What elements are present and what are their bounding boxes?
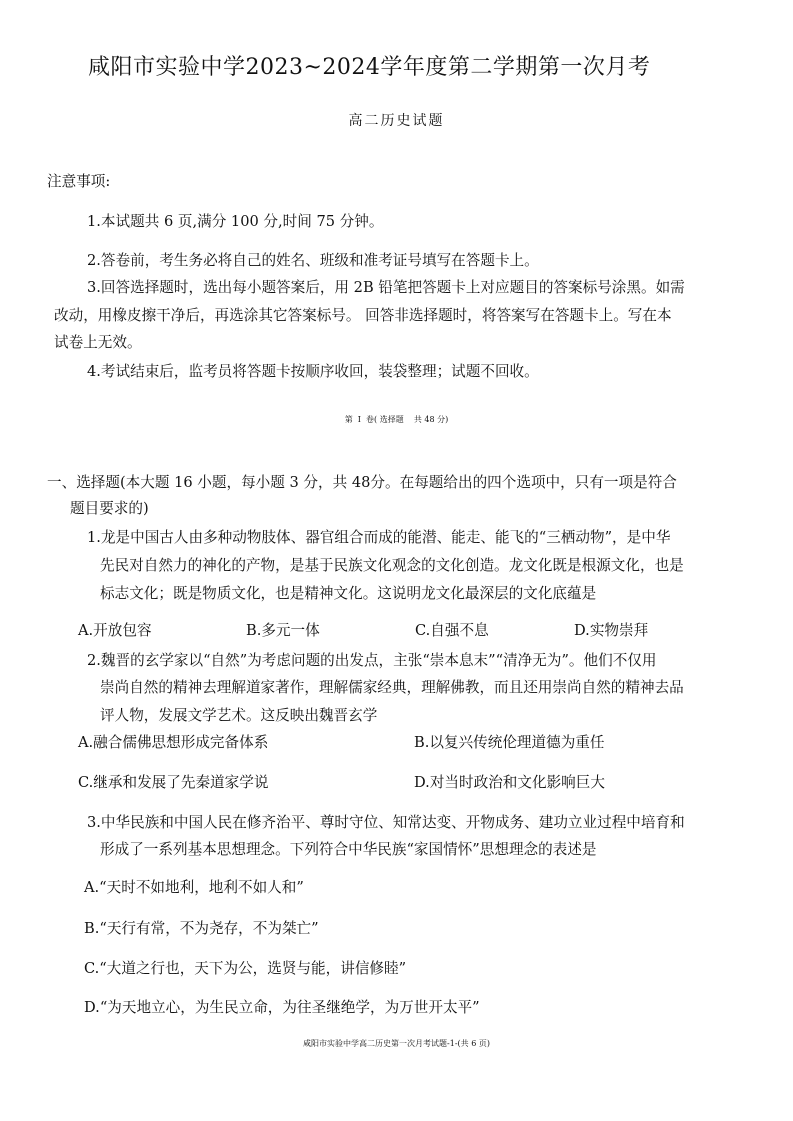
q2-stem-line-1: 2.魏晋的玄学家以“自然”为考虑问题的出发点，主张“崇本息末”“清净无为”。他们不仅用: [87, 652, 657, 669]
note-item-2: 2.答卷前，考生务必将自己的姓名、班级和准考证号填写在答题卡上。: [87, 252, 539, 269]
q1-option-b: B.多元一体: [246, 622, 320, 639]
note-item-4: 4.考试结束后，监考员将答题卡按顺序收回，装袋整理；试题不回收。: [87, 363, 539, 380]
q3-option-a: A.“天时不如地利，地利不如人和”: [84, 879, 304, 896]
note-item-3-line-2: 改动，用橡皮擦干净后，再选涂其它答案标号。 回答非选择题时，将答案写在答题卡上。写在本: [54, 307, 672, 324]
q1-stem-line-1: 1.龙是中国古人由多种动物肢体、器官组合而成的能潜、能走、能飞的“三栖动物”，是中华: [87, 529, 671, 546]
notes-label: 注意事项:: [47, 173, 111, 190]
q2-stem-line-2: 崇尚自然的精神去理解道家著作，理解儒家经典，理解佛教，而且还用崇尚自然的精神去品: [100, 679, 684, 696]
q3-option-b: B.“天行有常，不为尧存，不为桀亡”: [84, 920, 319, 937]
q1-option-a: A.开放包容: [78, 622, 152, 639]
q2-stem-line-3: 评人物，发展文学艺术。这反映出魏晋玄学: [100, 707, 378, 724]
paper-title: 高二历史试题: [348, 113, 445, 129]
school-exam-title: 咸阳市实验中学2023~2024学年度第二学期第一次月考: [88, 55, 651, 80]
q3-option-c: C.“大道之行也，天下为公，选贤与能，讲信修睦”: [84, 960, 407, 977]
q3-option-d: D.“为天地立心，为生民立命，为往圣继绝学，为万世开太平”: [84, 999, 480, 1016]
section-intro-line-2: 题目要求的): [70, 500, 149, 517]
page-footer: 咸阳市实验中学高二历史第一次月考试题-1-(共 6 页): [303, 1039, 490, 1048]
q1-stem-line-2: 先民对自然力的神化的产物，是基于民族文化观念的文化创造。龙文化既是根源文化，也是: [100, 557, 684, 574]
q2-option-a: A.融合儒佛思想形成完备体系: [78, 734, 269, 751]
q1-stem-line-3: 标志文化；既是物质文化，也是精神文化。这说明龙文化最深层的文化底蕴是: [100, 585, 597, 602]
q2-option-c: C.继承和发展了先秦道家学说: [78, 774, 269, 791]
q1-option-d: D.实物崇拜: [574, 622, 649, 639]
note-item-1: 1.本试题共 6 页,满分 100 分,时间 75 分钟。: [87, 213, 384, 230]
note-item-3-line-1: 3.回答选择题时，选出每小题答案后，用 2B 铅笔把答题卡上对应题目的答案标号涂黑。如需: [87, 279, 685, 296]
section-title: 第 Ⅰ 卷( 选择题 共 48 分): [344, 415, 449, 424]
note-item-3-line-3: 试卷上无效。: [54, 334, 142, 351]
section-intro-line-1: 一、选择题(本大题 16 小题，每小题 3 分，共 48分。在每题给出的四个选项中，只有一项是符合: [47, 474, 677, 491]
q3-stem-line-2: 形成了一系列基本思想理念。下列符合中华民族“家国情怀”思想理念的表述是: [100, 841, 597, 858]
q2-option-d: D.对当时政治和文化影响巨大: [414, 774, 605, 791]
q3-stem-line-1: 3.中华民族和中国人民在修齐治平、尊时守位、知常达变、开物成务、建功立业过程中培育和: [87, 814, 685, 831]
q1-option-c: C.自强不息: [415, 622, 489, 639]
q2-option-b: B.以复兴传统伦理道德为重任: [414, 734, 605, 751]
